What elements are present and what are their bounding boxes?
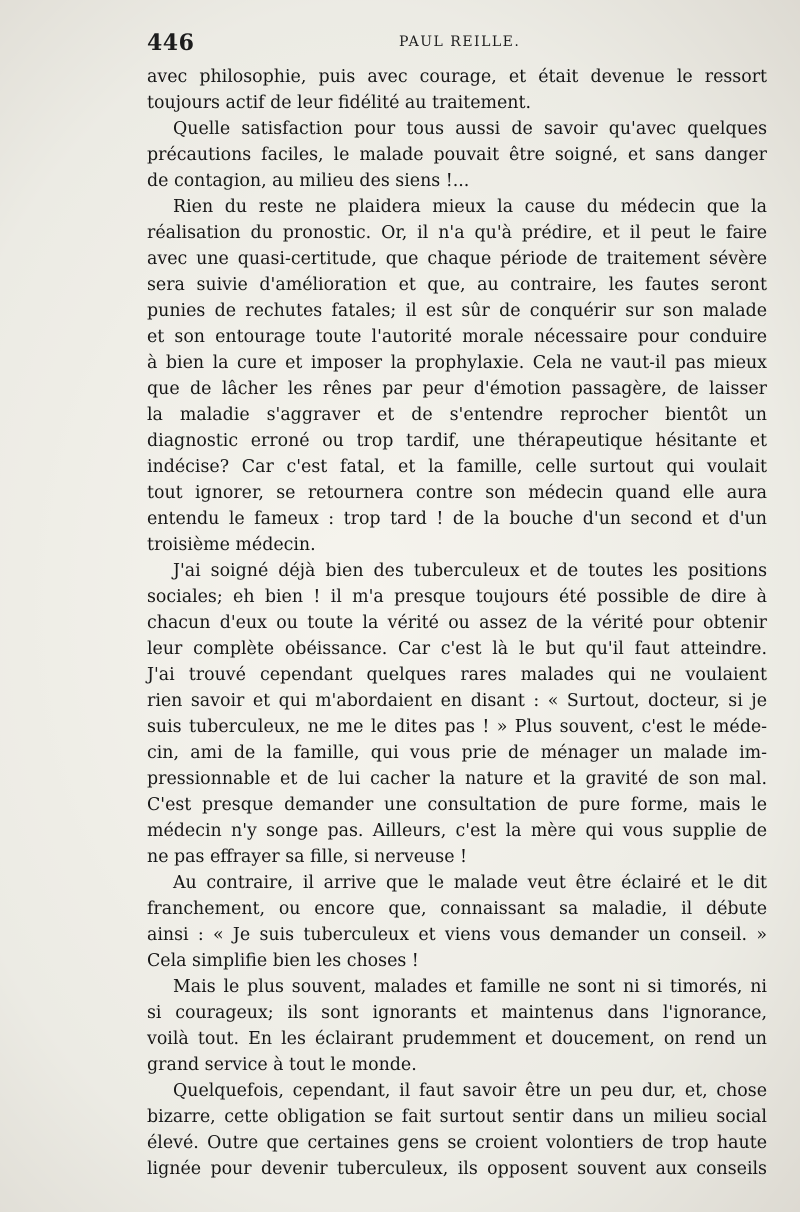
text-line: troisième médecin. bbox=[147, 535, 316, 555]
text-line: punies de rechutes fatales; il est sûr de conquérir sur son malade bbox=[147, 301, 767, 321]
page-number: 446 bbox=[147, 30, 195, 56]
text-line: J'ai trouvé cependant quelques rares malades qui ne voulaient bbox=[147, 665, 767, 685]
text-line: cin, ami de la famille, qui vous prie de ménager un malade im- bbox=[147, 743, 767, 763]
text-line: C'est presque demander une consultation de pure forme, mais le bbox=[147, 795, 767, 815]
text-line: suis tuberculeux, ne me le dites pas ! » Plus souvent, c'est le méde- bbox=[147, 717, 767, 737]
page-header bbox=[147, 30, 767, 60]
text-line: la maladie s'aggraver et de s'entendre reprocher bientôt un bbox=[147, 405, 767, 425]
text-line: Quelquefois, cependant, il faut savoir être un peu dur, et, chose bbox=[173, 1081, 767, 1101]
text-line: Mais le plus souvent, malades et famille ne sont ni si timorés, ni bbox=[173, 977, 767, 997]
text-line: rien savoir et qui m'abordaient en disant : « Surtout, docteur, si je bbox=[147, 691, 767, 711]
text-line: toujours actif de leur fidélité au traitement. bbox=[147, 93, 532, 113]
text-line: sociales; eh bien ! il m'a presque toujours été possible de dire à bbox=[147, 587, 767, 607]
text-line: médecin n'y songe pas. Ailleurs, c'est la mère qui vous supplie de bbox=[147, 821, 767, 841]
text-line: chacun d'eux ou toute la vérité ou assez de la vérité pour obtenir bbox=[147, 613, 767, 633]
text-line: réalisation du pronostic. Or, il n'a qu'à prédire, et il peut le faire bbox=[147, 223, 767, 243]
text-line: élevé. Outre que certaines gens se croient volontiers de trop haute bbox=[147, 1133, 767, 1153]
text-line: que de lâcher les rênes par peur d'émotion passagère, de laisser bbox=[147, 379, 767, 399]
text-line: sera suivie d'amélioration et que, au contraire, les fautes seront bbox=[147, 275, 767, 295]
text-line: voilà tout. En les éclairant prudemment et doucement, on rend un bbox=[147, 1029, 767, 1049]
text-line: Rien du reste ne plaidera mieux la cause du médecin que la bbox=[173, 197, 767, 217]
text-line: tout ignorer, se retournera contre son médecin quand elle aura bbox=[147, 483, 767, 503]
text-line: J'ai soigné déjà bien des tuberculeux et de toutes les positions bbox=[173, 561, 767, 581]
text-line: pressionnable et de lui cacher la nature et la gravité de son mal. bbox=[147, 769, 767, 789]
text-line: entendu le fameux : trop tard ! de la bouche d'un second et d'un bbox=[147, 509, 767, 529]
text-line: indécise? Car c'est fatal, et la famille, celle surtout qui voulait bbox=[147, 457, 767, 477]
running-head: PAUL REILLE. bbox=[399, 34, 521, 50]
text-line: franchement, ou encore que, connaissant sa maladie, il débute bbox=[147, 899, 767, 919]
text-line: si courageux; ils sont ignorants et maintenus dans l'ignorance, bbox=[147, 1003, 767, 1023]
text-line: lignée pour devenir tuberculeux, ils opposent souvent aux conseils bbox=[147, 1159, 767, 1179]
text-line: Au contraire, il arrive que le malade veut être éclairé et le dit bbox=[173, 873, 767, 893]
text-line: avec philosophie, puis avec courage, et était devenue le ressort bbox=[147, 67, 767, 87]
text-line: ainsi : « Je suis tuberculeux et viens vous demander un conseil. » bbox=[147, 925, 767, 945]
text-line: et son entourage toute l'autorité morale nécessaire pour conduire bbox=[147, 327, 767, 347]
text-line: Quelle satisfaction pour tous aussi de savoir qu'avec quelques bbox=[173, 119, 767, 139]
text-line: ne pas effrayer sa fille, si nerveuse ! bbox=[147, 847, 468, 867]
body-text bbox=[147, 64, 767, 1182]
text-line: à bien la cure et imposer la prophylaxie. Cela ne vaut-il pas mieux bbox=[147, 353, 767, 373]
text-line: leur complète obéissance. Car c'est là le but qu'il faut atteindre. bbox=[147, 639, 767, 659]
text-line: Cela simplifie bien les choses ! bbox=[147, 951, 419, 971]
text-line: bizarre, cette obligation se fait surtout sentir dans un milieu social bbox=[147, 1107, 767, 1127]
text-line: grand service à tout le monde. bbox=[147, 1055, 417, 1075]
text-line: avec une quasi-certitude, que chaque période de traitement sévère bbox=[147, 249, 767, 269]
text-line: diagnostic erroné ou trop tardif, une thérapeutique hésitante et bbox=[147, 431, 767, 451]
text-line: précautions faciles, le malade pouvait être soigné, et sans danger bbox=[147, 145, 767, 165]
text-line: de contagion, au milieu des siens !... bbox=[147, 171, 470, 191]
